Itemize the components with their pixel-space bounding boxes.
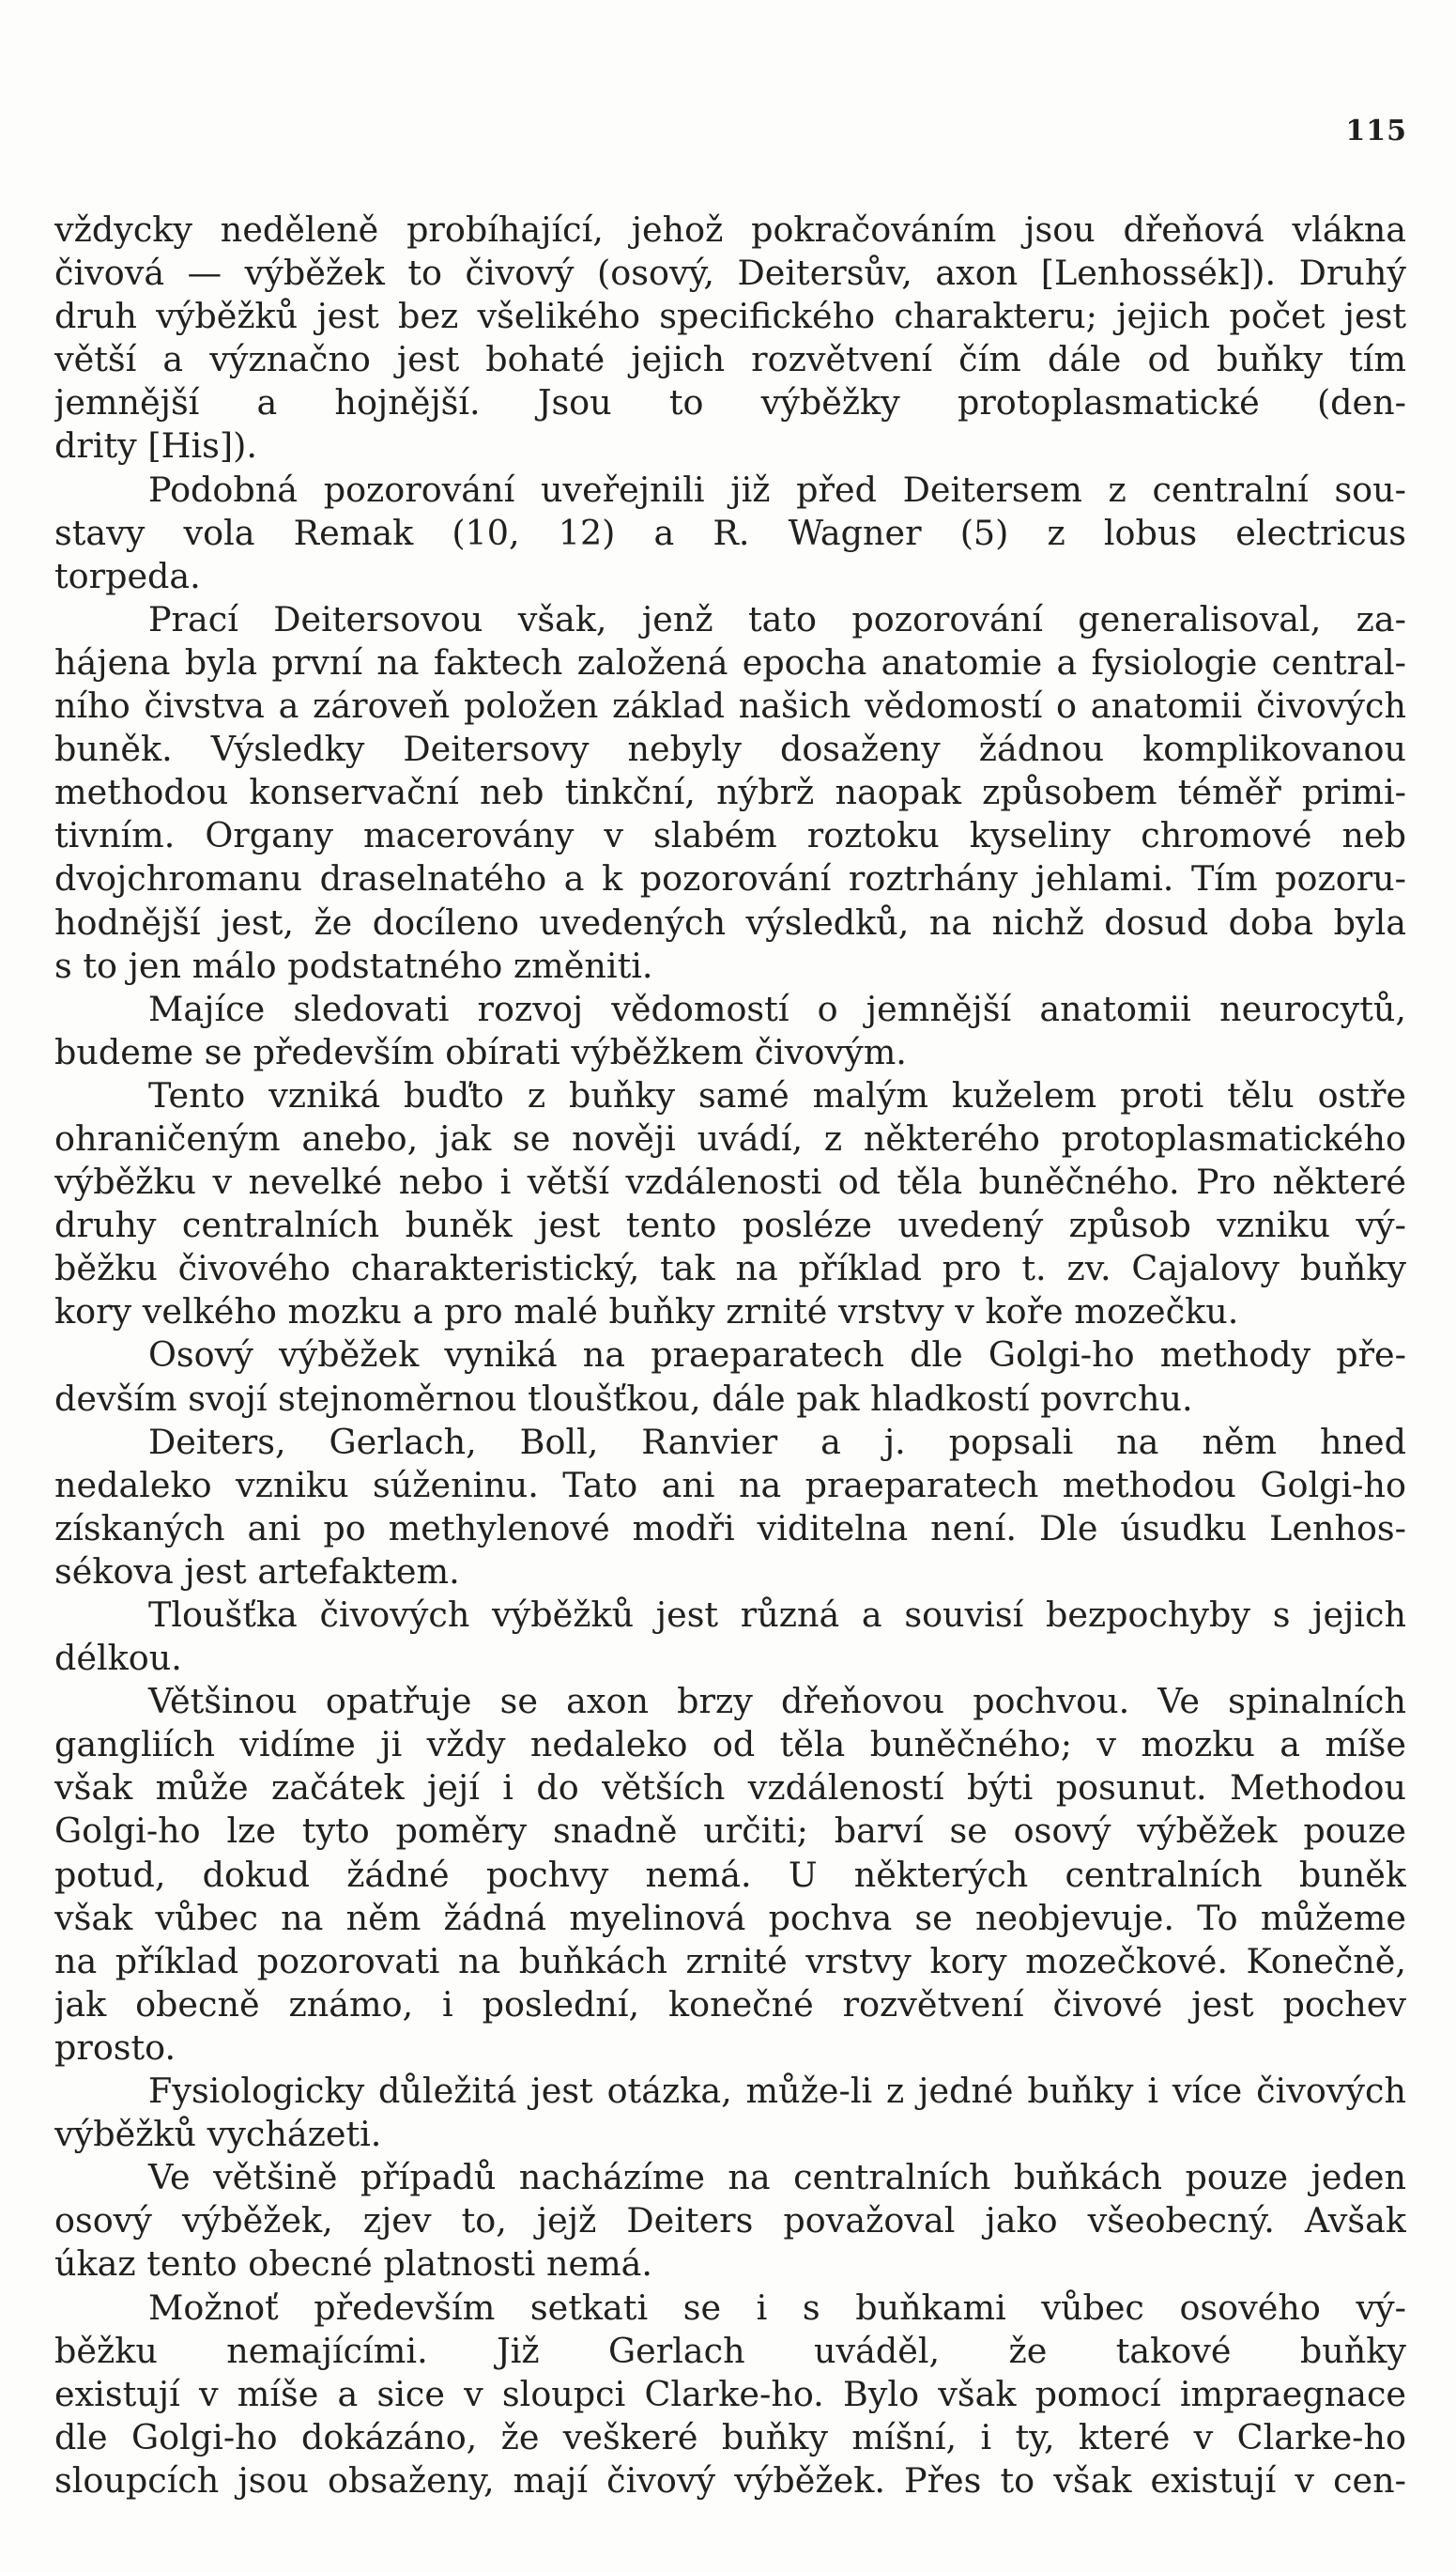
page-number: 115 — [1345, 115, 1407, 147]
text-line: existují v míše a sice v sloupci Clarke-ho. Bylo však pomocí impraegnace — [54, 2373, 1406, 2414]
text-line: jemnější a hojnější. Jsou to výběžky protoplasmatické (den- — [54, 382, 1406, 424]
text-line: Většinou opatřuje se axon brzy dřeňovou pochvou. Ve spinalních — [148, 1681, 1406, 1722]
text-line: sékova jest artefaktem. — [54, 1550, 460, 1592]
text-line: potud, dokud žádné pochvy nemá. U některých centralních buněk — [54, 1854, 1406, 1895]
text-line: Osový výběžek vyniká na praeparatech dle Golgi-ho methody pře- — [148, 1334, 1406, 1376]
text-line: sloupcích jsou obsaženy, mají čivový výběžek. Přes to však existují v cen- — [54, 2459, 1406, 2501]
text-line: dvojchromanu draselnatého a k pozorování roztrhány jehlami. Tím pozoru- — [54, 858, 1406, 900]
text-line: nedaleko vzniku súženinu. Tato ani na praeparatech methodou Golgi-ho — [54, 1464, 1406, 1505]
text-line: Možnoť především setkati se i s buňkami vůbec osového vý- — [148, 2287, 1406, 2328]
text-line: hodnější jest, že docíleno uvedených výsledků, na nichž dosud doba byla — [54, 901, 1406, 943]
text-line: stavy vola Remak (10, 12) a R. Wagner (5) z lobus electricus — [54, 512, 1406, 553]
text-line: Golgi-ho lze tyto poměry snadně určiti; barví se osový výběžek pouze — [54, 1810, 1406, 1852]
text-line: Tloušťka čivových výběžků jest různá a souvisí bezpochyby s jejich — [148, 1594, 1406, 1635]
text-line: běžku nemajícími. Již Gerlach uváděl, že takové buňky — [54, 2330, 1406, 2371]
text-line: drity [His]). — [54, 425, 257, 467]
text-line: gangliích vidíme ji vždy nedaleko od těla buněčného; v mozku a míše — [54, 1724, 1406, 1765]
text-line: Tento vzniká buďto z buňky samé malým kuželem proti tělu ostře — [148, 1074, 1406, 1116]
text-line: osový výběžek, zjev to, jejž Deiters považoval jako všeobecný. Avšak — [54, 2200, 1406, 2241]
text-line: Fysiologicky důležitá jest otázka, může-li z jedné buňky i více čivových — [148, 2071, 1406, 2112]
text-line: výběžků vycházeti. — [54, 2114, 382, 2155]
text-line: však může začátek její i do větších vzdáleností býti posunut. Methodou — [54, 1767, 1406, 1809]
text-line: dle Golgi-ho dokázáno, že veškeré buňky míšní, i ty, které v Clarke-ho — [54, 2416, 1406, 2457]
text-line: na příklad pozorovati na buňkách zrnité vrstvy kory mozečkové. Konečně, — [54, 1940, 1406, 1981]
text-line: vždycky neděleně probíhající, jehož pokračováním jsou dřeňová vlákna — [54, 209, 1406, 250]
text-line: úkaz tento obecné platnosti nemá. — [54, 2243, 653, 2285]
text-line: výběžku v nevelké nebo i větší vzdálenosti od těla buněčného. Pro některé — [54, 1162, 1406, 1203]
text-line: prosto. — [54, 2026, 176, 2068]
text-line: běžku čivového charakteristický, tak na příklad pro t. zv. Cajalovy buňky — [54, 1248, 1406, 1289]
text-line: druhy centralních buněk jest tento posléze uvedený způsob vzniku vý- — [54, 1205, 1406, 1246]
text-line: Deiters, Gerlach, Boll, Ranvier a j. popsali na něm hned — [148, 1421, 1406, 1462]
text-line: ního čivstva a zároveň položen základ našich vědomostí o anatomii čivových — [54, 685, 1406, 727]
text-line: torpeda. — [54, 555, 201, 596]
text-line: jak obecně známo, i poslední, konečné rozvětvení čivové jest pochev — [54, 1983, 1406, 2025]
text-line: devším svojí stejnoměrnou tloušťkou, dále pak hladkostí povrchu. — [54, 1378, 1193, 1419]
text-line: Podobná pozorování uveřejnili již před Deitersem z centralní sou- — [148, 469, 1406, 510]
text-line: větší a význačno jest bohaté jejich rozvětvení čím dále od buňky tím — [54, 339, 1406, 380]
text-line: však vůbec na něm žádná myelinová pochva se neobjevuje. To můžeme — [54, 1897, 1406, 1938]
body-text — [54, 208, 1406, 2503]
text-line: budeme se především obírati výběžkem čivovým. — [54, 1031, 907, 1072]
text-line: druh výběžků jest bez všelikého specifického charakteru; jejich počet jest — [54, 296, 1406, 337]
text-line: délkou. — [54, 1638, 182, 1679]
text-line: Majíce sledovati rozvoj vědomostí o jemnější anatomii neurocytů, — [148, 988, 1406, 1029]
text-line: tivním. Organy macerovány v slabém roztoku kyseliny chromové neb — [54, 815, 1406, 856]
text-line: kory velkého mozku a pro malé buňky zrnité vrstvy v koře mozečku. — [54, 1291, 1239, 1332]
text-line: hájena byla první na faktech založená epocha anatomie a fysiologie central- — [54, 641, 1406, 683]
text-line: ohraničeným anebo, jak se nověji uvádí, z některého protoplasmatického — [54, 1117, 1406, 1159]
text-line: methodou konservační neb tinkční, nýbrž naopak způsobem téměř primi- — [54, 772, 1406, 813]
text-line: získaných ani po methylenové modři viditelna není. Dle úsudku Lenhos- — [54, 1507, 1406, 1548]
text-line: čivová — výběžek to čivový (osový, Deitersův, axon [Lenhossék]). Druhý — [54, 253, 1406, 294]
text-line: Prací Deitersovou však, jenž tato pozorování generalisoval, za- — [148, 598, 1406, 639]
text-line: buněk. Výsledky Deitersovy nebyly dosaženy žádnou komplikovanou — [54, 729, 1406, 770]
text-line: s to jen málo podstatného změniti. — [54, 945, 653, 986]
text-line: Ve většině případů nacházíme na centralních buňkách pouze jeden — [148, 2157, 1406, 2198]
